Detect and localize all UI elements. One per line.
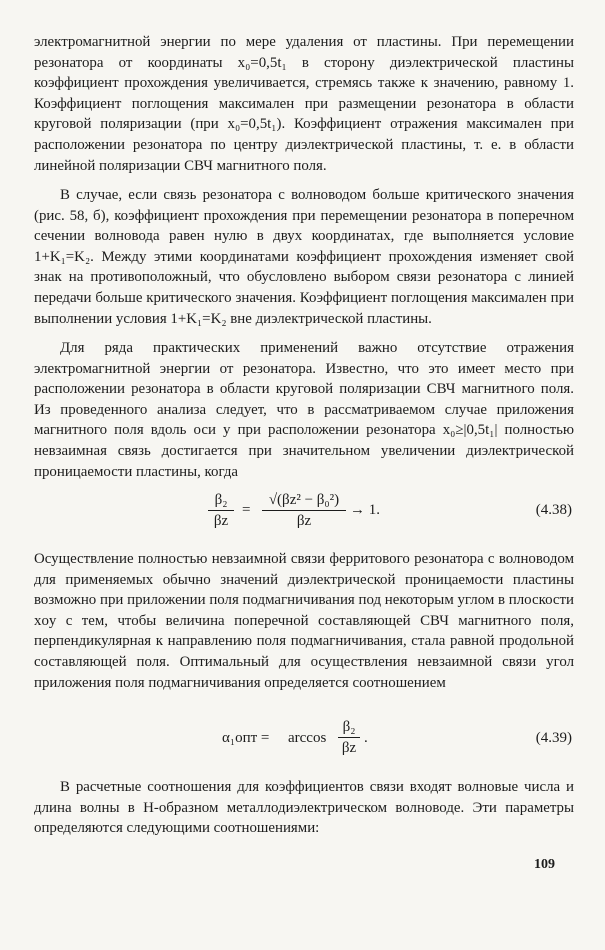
equation-4-38 [0, 485, 605, 545]
eq-438-lhs-fraction: β₂ βz [208, 491, 234, 530]
eq-439-fraction: β₂ βz [338, 718, 360, 757]
eq-438-tail: → 1. [350, 502, 380, 518]
eq-438-rhs-fraction: √(βz² − β₀²) βz [262, 491, 346, 530]
page-number: 109 [534, 857, 555, 872]
eq-439-lhs: α₁опт = [222, 730, 270, 746]
eq-439-function: arccos [288, 730, 327, 746]
equation-number-4-39: (4.39) [535, 730, 572, 746]
paragraph-2: В случае, если связь резонатора с волноводом больше критического значения (рис. 58, б), коэффициент прохождения при перемещении резонатора в поперечном сечении волновода равен нулю в двух координатах, где выполняется условие 1+K₁=K₂. Между этими координатами коэффициент прохождения изменяет свой знак на противоположный, что обусловлено выбором связи резонатора с линией передачи больше критического значения. Коэффициент поглощения максимален при выполнении условия 1+K₁=K₂ вне диэлектрической пластины. [34, 187, 574, 327]
paragraph-5: В расчетные соотношения для коэффициентов связи входят волновые числа и длина волны в Н-образном металлодиэлектрическом волноводе. Эти параметры определяются следующими соотношениями: [34, 779, 574, 837]
eq-439-tail: . [364, 730, 368, 746]
paragraph-4: Осуществление полностью невзаимной связи ферритового резонатора с волноводом для применяемых обычно значений диэлектрической проницаемости пластины возможно при приложении поля подмагничивания под некоторым углом в плоскости xoy с тем, чтобы величина поперечной составляющей СВЧ магнитного поля, перпендикулярная к направлению поля подмагничивания, стала равной продольной составляющей поля. Оптимальный для осуществления невзаимной связи угол приложения поля подмагничивания определяется соотношением [34, 551, 574, 691]
equals-sign: = [242, 502, 251, 518]
equation-number-4-38: (4.38) [535, 502, 572, 518]
paragraph-3: Для ряда практических применений важно отсутствие отражения электромагнитной энергии от резонатора. Известно, что это имеет место при расположении резонатора в области круговой поляризации СВЧ магнитного поля. Из проведенного анализа следует, что в рассматриваемом случае приложения магнитного поля вдоль оси y при расположении резонатора x₀≥|0,5t₁| полностью невзаимная связь достигается при значительном увеличении диэлектрической проницаемости пластины, когда [34, 340, 574, 480]
paragraph-1: электромагнитной энергии по мере удаления от пластины. При перемещении резонатора от координаты x₀=0,5t₁ в сторону диэлектрической пластины коэффициент прохождения увеличивается, стремясь также к значению, равному 1. Коэффициент поглощения максимален при размещении резонатора в области круговой поляризации (при x₀=0,5t₁). Коэффициент отражения максимален при расположении резонатора по центру диэлектрической пластины, т. е. в области линейной поляризации СВЧ магнитного поля. [34, 34, 574, 174]
equation-4-39 [0, 714, 605, 764]
